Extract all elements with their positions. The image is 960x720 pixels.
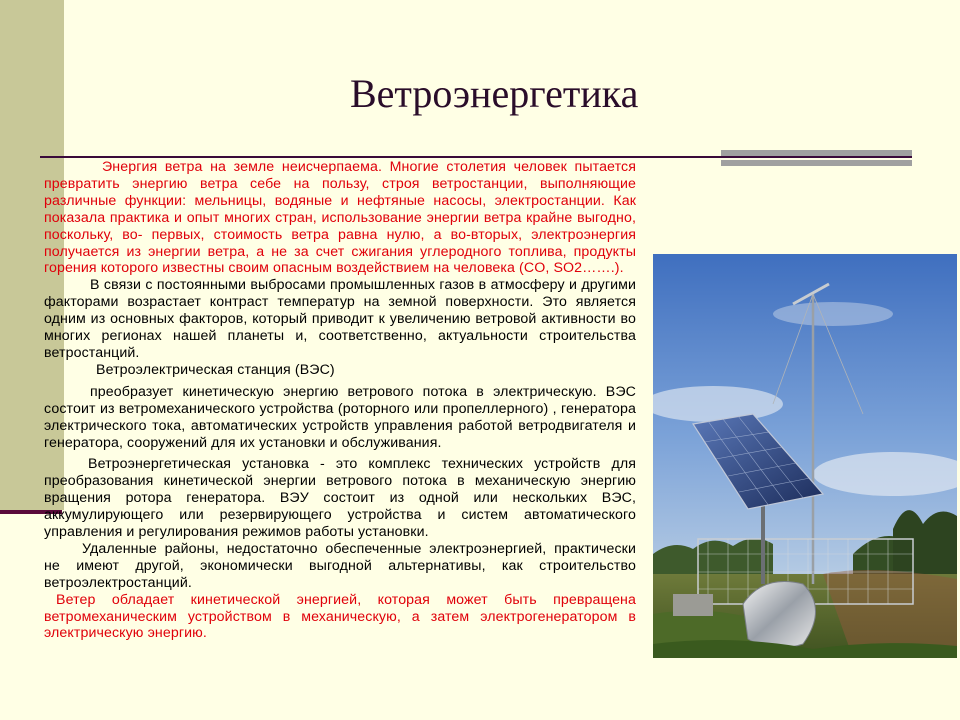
paragraph-ves-heading: Ветроэлектрическая станция (ВЭС) [96,361,335,378]
paragraph-veu-definition: Ветроэнергетическая установка - это комплекс технических устройств для преобразования кинетической энергии ветрового потока в механическую энергию вращения ротора генератора. ВЭУ состоит из одной или нескольких ВЭС, аккумулирующего или резервирующего устройства и систем автоматического управления и регулирования режимов работы установки. [44,456,636,541]
slide-title: Ветроэнергетика [350,71,639,116]
solar-wind-station-photo [653,254,957,658]
paragraph-intro: Энергия ветра на земле неисчерпаема. Многие столетия человек пытается превратить энергию ветра себе на пользу, строя ветростанции, выполняющие различные функции: мельницы, водяные и нефтяные насосы, электростанции. Как показала практика и опыт многих стран, использование энергии ветра крайне выгодно, поскольку, во- первых, стоимость ветра равна нулю, а во-вторых, электроэнергия получается из энергии ветра, а не за счет сжигания углеродного топлива, продукты горения которого известны своим опасным воздействием на человека (CO, SO2…….). [44,159,636,277]
title-divider-accent [721,150,912,166]
paragraph-conclusion: Ветер обладает кинетической энергией, которая может быть превращена ветромеханическим устройством в механическую, а затем электрогенератором в электрическую энергию. [44,591,636,642]
paragraph-remote-areas: Удаленные районы, недостаточно обеспеченные электроэнергией, практически не имеют другой, экономически выгодной альтернативы, как строительство ветроэлектростанций. [44,540,636,591]
paragraph-emissions: В связи с постоянными выбросами промышленных газов в атмосферу и другими факторами возрастает контраст температур на земной поверхности. Это является одним из основных факторов, который приводит к увеличению ветровой активности во многих регионах нашей планеты и, соответственно, актуальности строительства ветростанций. [44,277,636,361]
slide-body [44,159,636,642]
paragraph-ves-definition: преобразует кинетическую энергию ветрового потока в электрическую. ВЭС состоит из ветромеханического устройства (роторного или пропеллерного) , генератора электрического тока, автоматических устройств управления работой ветродвигателя и генератора, сооружений для их установки и обслуживания. [44,383,636,451]
